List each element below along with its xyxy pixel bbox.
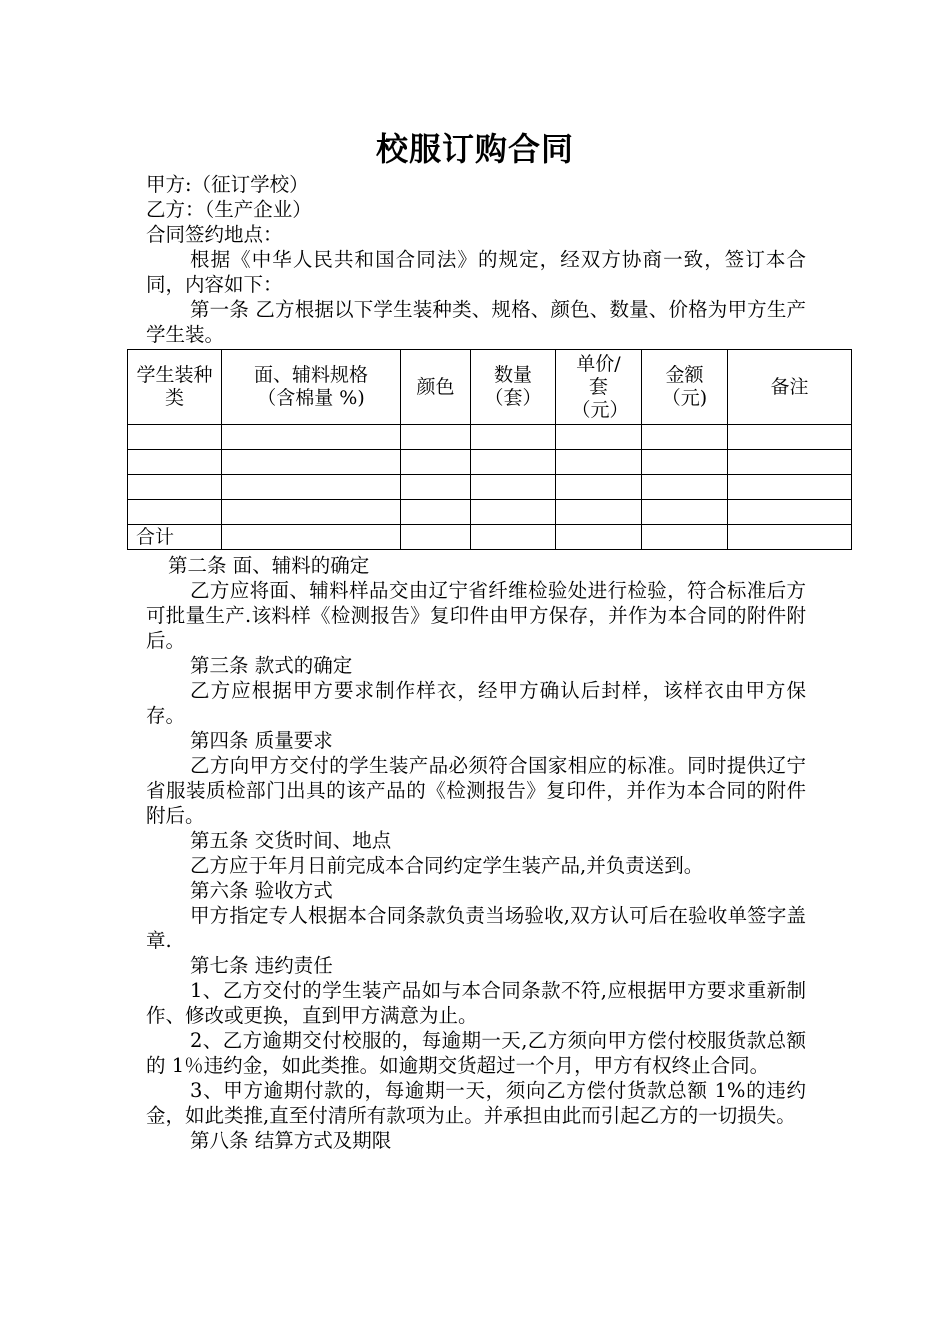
- article-paragraph: 乙方应根据甲方要求制作样衣，经甲方确认后封样，该样衣由甲方保存。: [146, 679, 806, 727]
- article-heading: 第八条 结算方式及期限: [190, 1129, 392, 1152]
- article-paragraph: 乙方应于年月日前完成本合同约定学生装产品,并负责送到。: [190, 854, 704, 877]
- order-table-wrapper: [127, 349, 851, 550]
- sign-place: 合同签约地点：: [146, 223, 283, 246]
- header-cell: 颜色: [401, 350, 471, 425]
- header-cell: 单价/套（元）: [556, 350, 642, 425]
- total-label: 合计: [128, 525, 222, 550]
- article-heading: 第五条 交货时间、地点: [190, 829, 392, 852]
- document-title: 校服订购合同: [375, 130, 574, 168]
- article-heading: 第四条 质量要求: [190, 729, 333, 752]
- article-1: 第一条 乙方根据以下学生装种类、规格、颜色、数量、价格为甲方生产学生装。: [146, 298, 806, 346]
- header-cell: 金额（元): [642, 350, 728, 425]
- contract-preamble: [146, 172, 806, 347]
- header-cell: 面、辅料规格（含棉量 %): [222, 350, 401, 425]
- article-heading: 第二条 面、辅料的确定: [168, 554, 370, 577]
- article-paragraph: 2、乙方逾期交付校服的，每逾期一天,乙方须向甲方偿付校服货款总额的 1％违约金，如此类推。如逾期交货超过一个月，甲方有权终止合同。: [146, 1029, 806, 1077]
- header-cell: 备注: [728, 350, 852, 425]
- table-row: [128, 425, 852, 450]
- article-paragraph: 1、乙方交付的学生装产品如与本合同条款不符,应根据甲方要求重新制作、修改或更换，直到甲方满意为止。: [146, 979, 806, 1027]
- article-paragraph: 乙方向甲方交付的学生装产品必须符合国家相应的标准。同时提供辽宁省服装质检部门出具的该产品的《检测报告》复印件，并作为本合同的附件附后。: [146, 754, 806, 827]
- table-header-row: [128, 350, 852, 425]
- article-heading: 第六条 验收方式: [190, 879, 333, 902]
- table-row: [128, 500, 852, 525]
- header-cell: 数量（套）: [471, 350, 556, 425]
- header-cell: 学生装种类: [128, 350, 222, 425]
- intro-paragraph: 根据《中华人民共和国合同法》的规定，经双方协商一致，签订本合同，内容如下：: [146, 248, 806, 296]
- table-row: [128, 475, 852, 500]
- party-a: 甲方:（征订学校）: [146, 173, 309, 196]
- article-heading: 第七条 违约责任: [190, 954, 333, 977]
- article-heading: 第三条 款式的确定: [190, 654, 353, 677]
- table-row: [128, 450, 852, 475]
- order-table: [127, 349, 852, 550]
- article-paragraph: 甲方指定专人根据本合同条款负责当场验收,双方认可后在验收单签字盖章.: [146, 904, 806, 952]
- article-paragraph: 3、甲方逾期付款的，每逾期一天，须向乙方偿付货款总额 1%的违约金，如此类推,直至付清所有款项为止。并承担由此而引起乙方的一切损失。: [146, 1079, 806, 1127]
- party-b: 乙方：（生产企业）: [146, 198, 312, 221]
- article-paragraph: 乙方应将面、辅料样品交由辽宁省纤维检验处进行检验，符合标准后方可批量生产.该料样《检测报告》复印件由甲方保存，并作为本合同的附件附后。: [146, 579, 806, 652]
- table-total-row: [128, 525, 852, 550]
- contract-articles: [146, 553, 806, 1153]
